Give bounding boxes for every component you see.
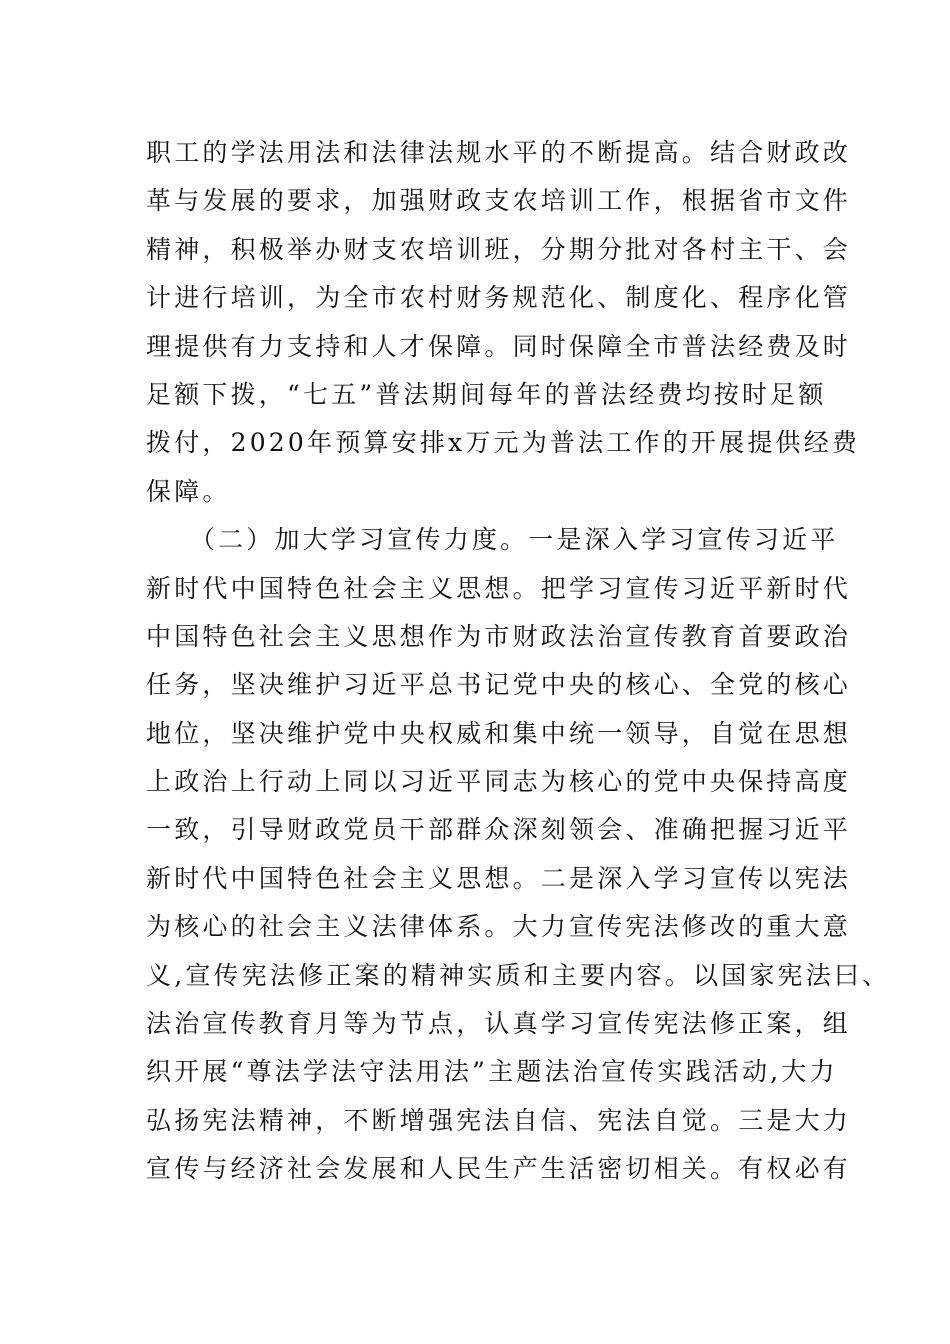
text-line: 拨付，2020年预算安排x万元为普法工作的开展提供经费 bbox=[146, 428, 861, 458]
text-line: 精神，积极举办财支农培训班，分期分批对各村主干、会 bbox=[146, 234, 852, 264]
text-line: 义,宣传宪法修正案的精神实质和主要内容。以国家宪法曰、 bbox=[146, 960, 891, 990]
text-line: 新时代中国特色社会主义思想。把学习宣传习近平新时代 bbox=[146, 573, 852, 603]
text-line: （二）加大学习宣传力度。一是深入学习宣传习近平 bbox=[146, 525, 839, 555]
text-line: 中国特色社会主义思想作为市财政法治宣传教育首要政治 bbox=[146, 621, 852, 651]
text-line: 一致，引导财政党员干部群众深刻领会、准确把握习近平 bbox=[146, 815, 852, 845]
text-line: 新时代中国特色社会主义思想。二是深入学习宣传以宪法 bbox=[146, 863, 852, 893]
text-line: 革与发展的要求，加强财政支农培训工作，根据省市文件 bbox=[146, 186, 852, 216]
text-line: 织开展“尊法学法守法用法”主题法治宣传实践活动,大力 bbox=[146, 1057, 838, 1087]
text-line: 弘扬宪法精神，不断增强宪法自信、宪法自觉。三是大力 bbox=[146, 1105, 852, 1135]
body-text bbox=[146, 129, 891, 1194]
text-line: 为核心的社会主义法律体系。大力宣传宪法修改的重大意 bbox=[146, 912, 852, 942]
text-line: 保障。 bbox=[146, 476, 231, 506]
text-line: 任务，坚决维护习近平总书记党中央的核心、全党的核心 bbox=[146, 670, 852, 700]
text-line: 职工的学法用法和法律法规水平的不断提高。结合财政改 bbox=[146, 138, 852, 167]
text-line: 计进行培训，为全市农村财务规范化、制度化、程序化管 bbox=[146, 283, 852, 313]
text-line: 上政治上行动上同以习近平同志为核心的党中央保持高度 bbox=[146, 767, 852, 797]
text-line: 理提供有力支持和人才保障。同时保障全市普法经费及时 bbox=[146, 331, 852, 361]
text-line: 地位，坚决维护党中央权威和集中统一领导，自觉在思想 bbox=[146, 718, 852, 748]
text-line: 法治宣传教育月等为节点，认真学习宣传宪法修正案，组 bbox=[146, 1009, 852, 1039]
text-line: 足额下拨，“七五”普法期间每年的普法经费均按时足额 bbox=[146, 379, 827, 409]
text-line: 宣传与经济社会发展和人民生产生活密切相关。有权必有 bbox=[146, 1154, 852, 1184]
